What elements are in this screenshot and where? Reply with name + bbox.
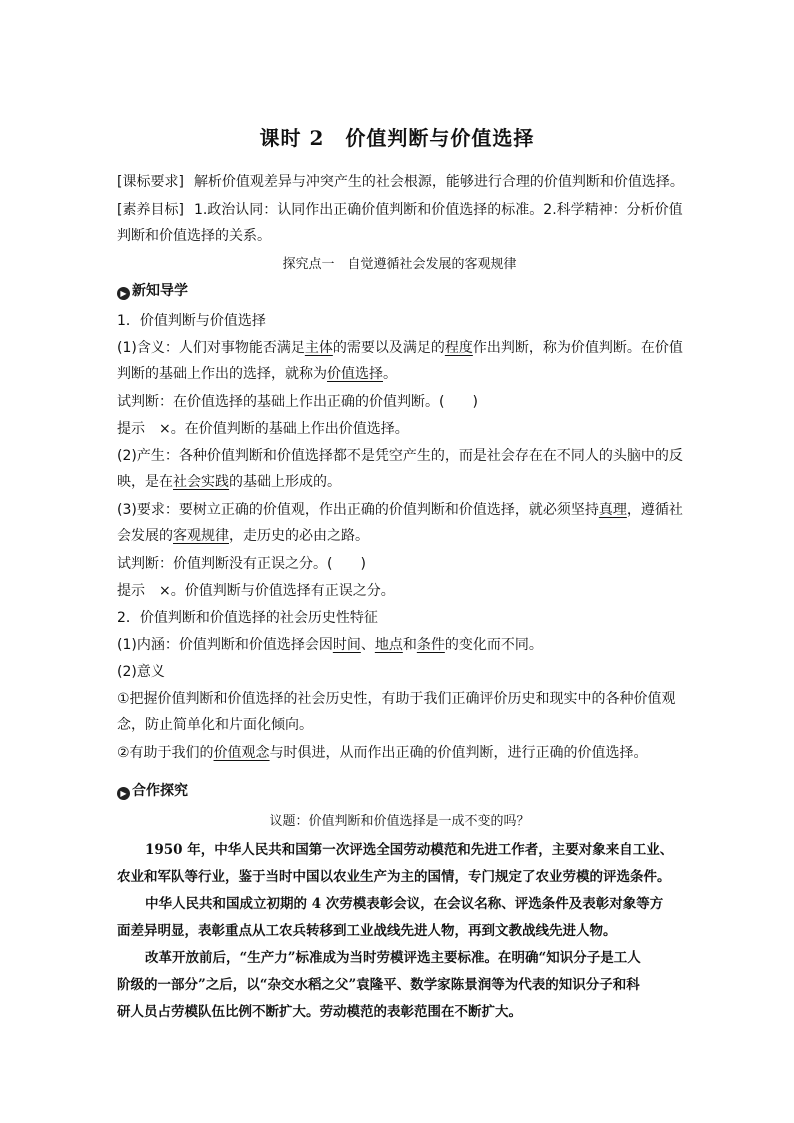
curriculum-requirement-text: 解析价值观差异与冲突产生的社会根源，能够进行合理的价值判断和价值选择。	[193, 174, 684, 190]
literacy-goals-label: [素养目标]	[117, 202, 184, 218]
text: ，走历史的必由之路。	[229, 528, 369, 544]
hint-2: 提示 ×。价值判断与价值选择有正误之分。	[117, 583, 395, 599]
section-cooperative-inquiry-title: 合作探究	[132, 783, 188, 799]
literacy-goals-text: 1.政治认同：认同作出正确价值判断和价值选择的标准。2.科学精神：分析价值	[193, 202, 683, 218]
text: 的基础上形成的。	[229, 474, 341, 490]
text: ，遵循社	[626, 502, 683, 518]
play-circle-icon: ▶	[117, 287, 130, 300]
literacy-goals	[117, 200, 682, 220]
material-line-6: 阶级的一部分”之后，以“杂交水稻之父”袁隆平、数学家陈景润等为代表的知识分子和科	[117, 977, 640, 993]
text: 和	[402, 637, 417, 653]
underlined-term-subject: 主体	[304, 340, 333, 356]
connotation-line	[117, 635, 682, 655]
requirement-line-1	[117, 500, 682, 520]
text: 作出判断，称为价值判断。在价值	[472, 340, 683, 356]
text: 。	[383, 366, 397, 382]
significance-1-line-1: ①把握价值判断和价值选择的社会历史性，有助于我们正确评价历史和现实中的各种价值观	[117, 691, 676, 707]
heading-1: 1．价值判断与价值选择	[117, 313, 266, 329]
significance-1-line-2: 念，防止简单化和片面化倾向。	[117, 717, 313, 733]
underlined-term-value-choice: 价值选择	[327, 366, 383, 382]
material-line-5: 改革开放前后，“生产力”标准成为当时劳模评选主要标准。在明确“知识分子是工人	[145, 950, 641, 966]
origin-line-2	[117, 472, 682, 492]
issue-question: 议题：价值判断和价值选择是一成不变的吗？	[269, 814, 530, 829]
significance-heading: (2)意义	[117, 664, 165, 680]
text: 映，是在	[117, 474, 173, 490]
text: ②有助于我们的	[117, 745, 214, 761]
material-line-4: 面差异明显，表彰重点从工农兵转移到工业战线先进人物，再到文教战线先进人物。	[117, 923, 617, 939]
underlined-term-time: 时间	[332, 637, 361, 653]
text: 与时俱进，从而作出正确的价值判断，进行正确的价值选择。	[269, 745, 648, 761]
section-new-learning	[117, 281, 682, 301]
hint-1: 提示 ×。在价值判断的基础上作出价值选择。	[117, 421, 409, 437]
section-cooperative-inquiry	[117, 781, 682, 801]
definition-line-2	[117, 364, 682, 384]
text: 的需要以及满足的	[332, 340, 445, 356]
underlined-term-truth: 真理	[598, 502, 627, 518]
text: 、	[360, 637, 375, 653]
text: 会发展的	[117, 528, 173, 544]
text: (1)含义：人们对事物能否满足	[117, 340, 305, 356]
origin-line-1: (2)产生：各种价值判断和价值选择都不是凭空产生的，而是社会存在在不同人的头脑中的反	[117, 448, 683, 464]
requirement-line-2	[117, 526, 682, 546]
underlined-term-degree: 程度	[444, 340, 473, 356]
underlined-term-place: 地点	[374, 637, 403, 653]
curriculum-requirement	[117, 172, 682, 192]
text: (3)要求：要树立正确的价值观，作出正确的价值判断和价值选择，就必须坚持	[117, 502, 599, 518]
page-title: 课时 2 价值判断与价值选择	[259, 126, 535, 150]
text: 的变化而不同。	[444, 637, 543, 653]
curriculum-requirement-label: [课标要求]	[117, 174, 184, 190]
underlined-term-practice: 社会实践	[173, 474, 229, 490]
text: 判断的基础上作出的选择，就称为	[117, 366, 327, 382]
heading-2: 2．价值判断和价值选择的社会历史性特征	[117, 610, 378, 626]
material-line-7: 研人员占劳模队伍比例不断扩大。劳动模范的表彰范围在不断扩大。	[117, 1004, 522, 1020]
section-new-learning-title: 新知导学	[132, 283, 188, 299]
material-line-2: 农业和军队等行业，鉴于当时中国以农业生产为主的国情，专门规定了农业劳模的评选条件。	[117, 869, 671, 885]
literacy-goals-continued: 判断和价值选择的关系。	[117, 228, 271, 244]
underlined-term-values: 价值观念	[213, 745, 270, 761]
judge-question-2: 试判断：价值判断没有正误之分。( )	[117, 556, 366, 572]
definition-line-1	[117, 338, 682, 358]
significance-2	[117, 743, 682, 763]
material-line-3: 中华人民共和国成立初期的 4 次劳模表彰会议，在会议名称、评选条件及表彰对象等方	[145, 896, 664, 912]
material-line-1: 1950 年，中华人民共和国第一次评选全国劳动模范和先进工作者，主要对象来自工业、	[145, 842, 674, 858]
topic-heading: 探究点一 自觉遵循社会发展的客观规律	[282, 257, 517, 272]
underlined-term-objective-law: 客观规律	[173, 528, 229, 544]
play-circle-icon: ▶	[117, 787, 130, 800]
text: (1)内涵：价值判断和价值选择会因	[117, 637, 333, 653]
judge-question-1: 试判断：在价值选择的基础上作出正确的价值判断。( )	[117, 394, 478, 410]
underlined-term-condition: 条件	[416, 637, 445, 653]
